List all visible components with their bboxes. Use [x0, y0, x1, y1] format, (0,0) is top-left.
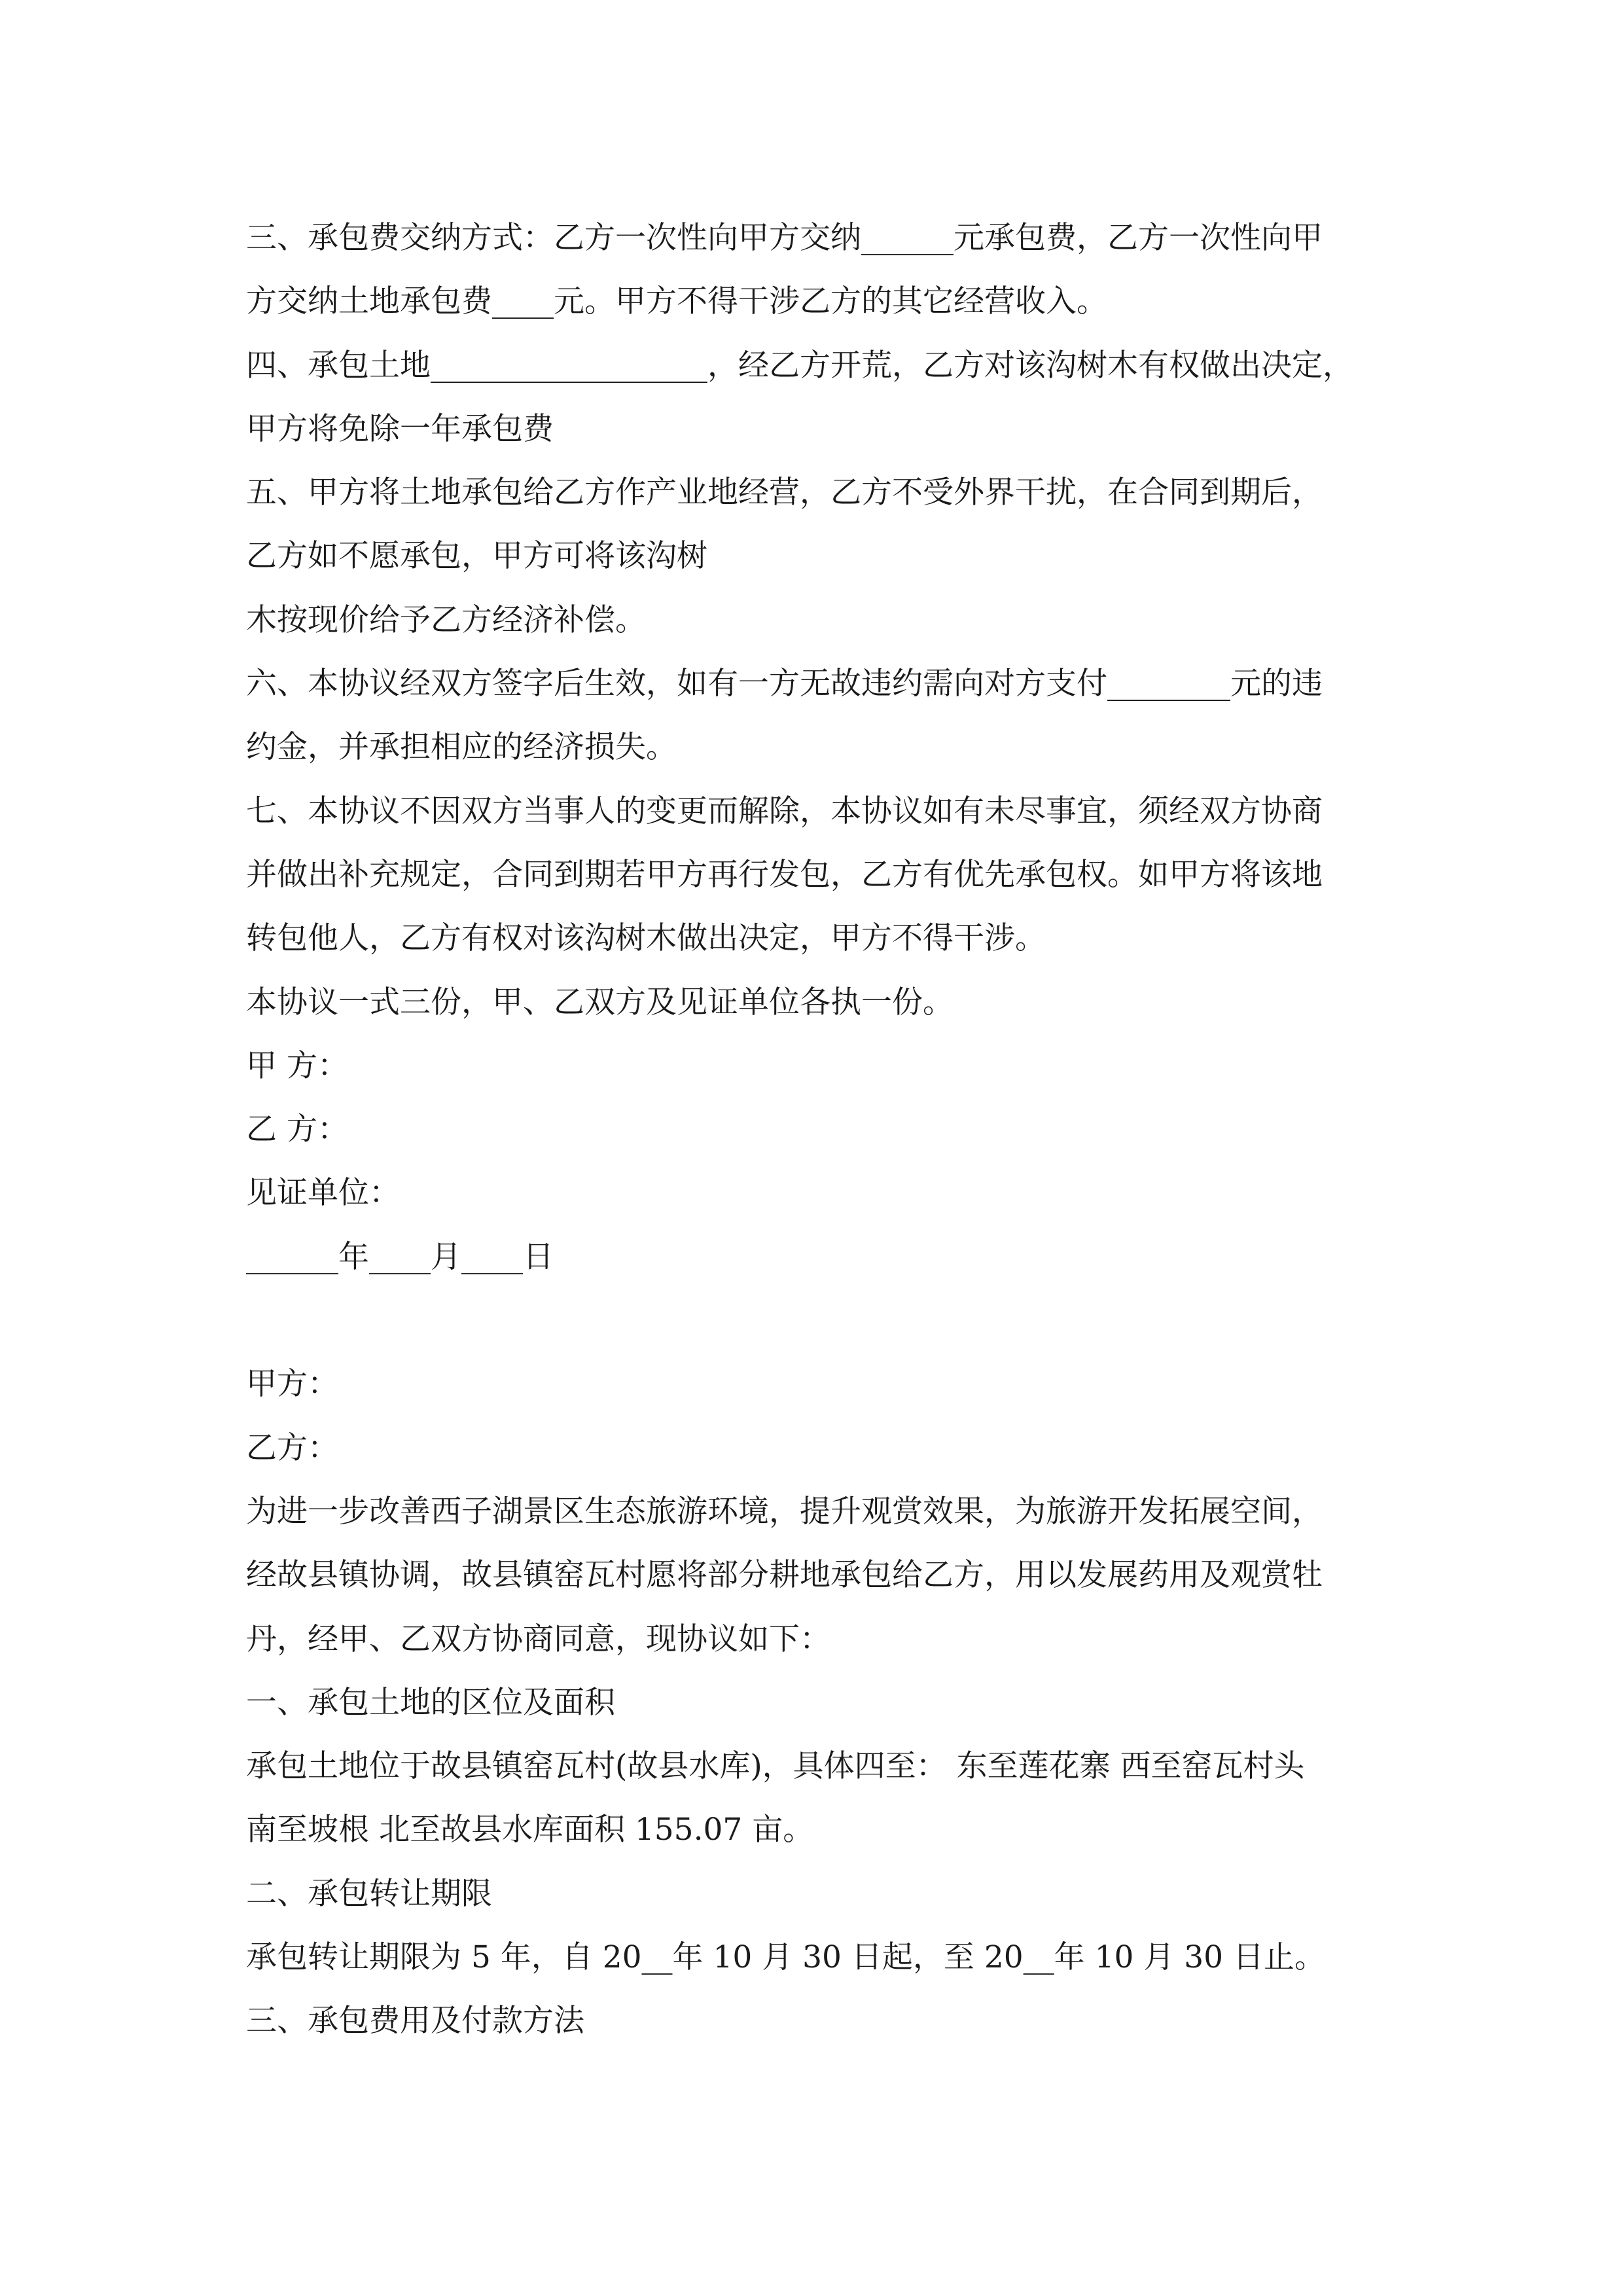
text-segment: 甲方： [246, 1366, 338, 1403]
text-segment: 承包土地位于故县镇窑瓦村(故县水库)，具体四至： 东至莲花寨 西至窑瓦村头 [246, 1748, 1305, 1785]
blank-underline: __ [641, 1939, 673, 1976]
clause-7-line-3 [246, 906, 1424, 970]
section-3-heading [246, 1989, 1424, 2053]
text-segment: 约金，并承担相应的经济损失。 [246, 729, 677, 766]
clause-6-line-1 [246, 652, 1424, 715]
blank-underline: ________ [1107, 666, 1230, 702]
section-2-term [246, 1926, 1424, 1989]
text-segment: 元的违 [1230, 666, 1323, 702]
party-a-header [246, 1352, 1424, 1416]
preamble-line-1 [246, 1480, 1424, 1543]
clause-5-line-1 [246, 461, 1424, 524]
blank-underline: ______ [861, 220, 954, 256]
text-segment: 见证单位： [246, 1175, 400, 1211]
text-segment: 为进一步改善西子湖景区生态旅游环境，提升观赏效果，为旅游开发拓展空间， [246, 1493, 1323, 1530]
clause-7-line-1 [246, 780, 1424, 843]
party-b-header [246, 1416, 1424, 1480]
text-segment: 并做出补充规定，合同到期若甲方再行发包，乙方有优先承包权。如甲方将该地 [246, 856, 1323, 893]
text-segment: 方交纳土地承包费 [246, 283, 492, 320]
text-segment: 乙方如不愿承包，甲方可将该沟树 [246, 538, 707, 575]
clause-6-line-2 [246, 715, 1424, 779]
text-segment: 甲方将免除一年承包费 [246, 410, 554, 447]
text-segment: 年 10 月 30 日起，至 20 [672, 1939, 1024, 1976]
month-label: 月 [431, 1238, 461, 1275]
signing-date [246, 1225, 1424, 1289]
text-segment: 三、承包费交纳方式：乙方一次性向甲方交纳 [246, 220, 861, 256]
section-gap [246, 1289, 1424, 1352]
text-segment: 三、承包费用及付款方法 [246, 2003, 584, 2039]
text-segment: 二、承包转让期限 [246, 1875, 492, 1912]
text-segment: 乙 方： [246, 1111, 348, 1148]
text-segment: 四、承包土地 [246, 347, 431, 384]
clause-4-land-line-1 [246, 334, 1424, 397]
section-1-heading [246, 1671, 1424, 1734]
text-segment: 五、甲方将土地承包给乙方作产业地经营，乙方不受外界干扰，在合同到期后， [246, 475, 1323, 511]
text-segment: 本协议一式三份，甲、乙双方及见证单位各执一份。 [246, 984, 954, 1020]
day-label: 日 [523, 1238, 554, 1275]
year-label: 年 [338, 1238, 369, 1275]
section-1-location-line-1 [246, 1734, 1424, 1798]
clause-4-land-line-2 [246, 397, 1424, 461]
clause-7-line-2 [246, 843, 1424, 906]
preamble-line-2 [246, 1543, 1424, 1607]
section-2-heading [246, 1862, 1424, 1926]
clause-3-fee-payment-line-1 [246, 206, 1424, 270]
text-segment: ，经乙方开荒，乙方对该沟树木有权做出决定， [707, 347, 1353, 384]
text-segment: 元。甲方不得干涉乙方的其它经营收入。 [554, 283, 1107, 320]
text-segment: 丹，经甲、乙双方协商同意，现协议如下： [246, 1621, 830, 1657]
party-a-signature [246, 1034, 1424, 1098]
text-segment: 六、本协议经双方签字后生效，如有一方无故违约需向对方支付 [246, 666, 1107, 702]
text-segment: 一、承包土地的区位及面积 [246, 1684, 615, 1721]
blank-underline: __ [1023, 1939, 1054, 1976]
text-segment: 承包转让期限为 5 年，自 20 [246, 1939, 642, 1976]
text-segment: 乙方： [246, 1429, 338, 1466]
text-segment: 元承包费，乙方一次性向甲 [954, 220, 1323, 256]
blank-underline: ______ [246, 1238, 338, 1275]
text-segment: 甲 方： [246, 1047, 348, 1084]
party-b-signature [246, 1098, 1424, 1161]
blank-underline: ____ [461, 1238, 523, 1275]
text-segment: 经故县镇协调，故县镇窑瓦村愿将部分耕地承包给乙方，用以发展药用及观赏牡 [246, 1557, 1323, 1594]
witness-signature [246, 1161, 1424, 1225]
text-segment: 木按现价给予乙方经济补偿。 [246, 601, 646, 638]
text-segment: 七、本协议不因双方当事人的变更而解除，本协议如有未尽事宜，须经双方协商 [246, 793, 1323, 829]
preamble-line-3 [246, 1607, 1424, 1671]
clause-5-line-3 [246, 588, 1424, 652]
text-segment: 转包他人，乙方有权对该沟树木做出决定，甲方不得干涉。 [246, 920, 1046, 957]
text-segment: 年 10 月 30 日止。 [1054, 1939, 1326, 1976]
blank-underline: ____ [369, 1238, 431, 1275]
section-1-location-line-2 [246, 1798, 1424, 1861]
clause-5-line-2 [246, 524, 1424, 588]
text-segment: 南至坡根 北至故县水库面积 155.07 亩。 [246, 1812, 814, 1848]
document-body [246, 206, 1424, 2053]
clause-3-fee-payment-line-2 [246, 270, 1424, 333]
copies-statement [246, 971, 1424, 1034]
blank-underline: ____ [492, 283, 554, 320]
blank-underline: __________________ [431, 347, 707, 384]
